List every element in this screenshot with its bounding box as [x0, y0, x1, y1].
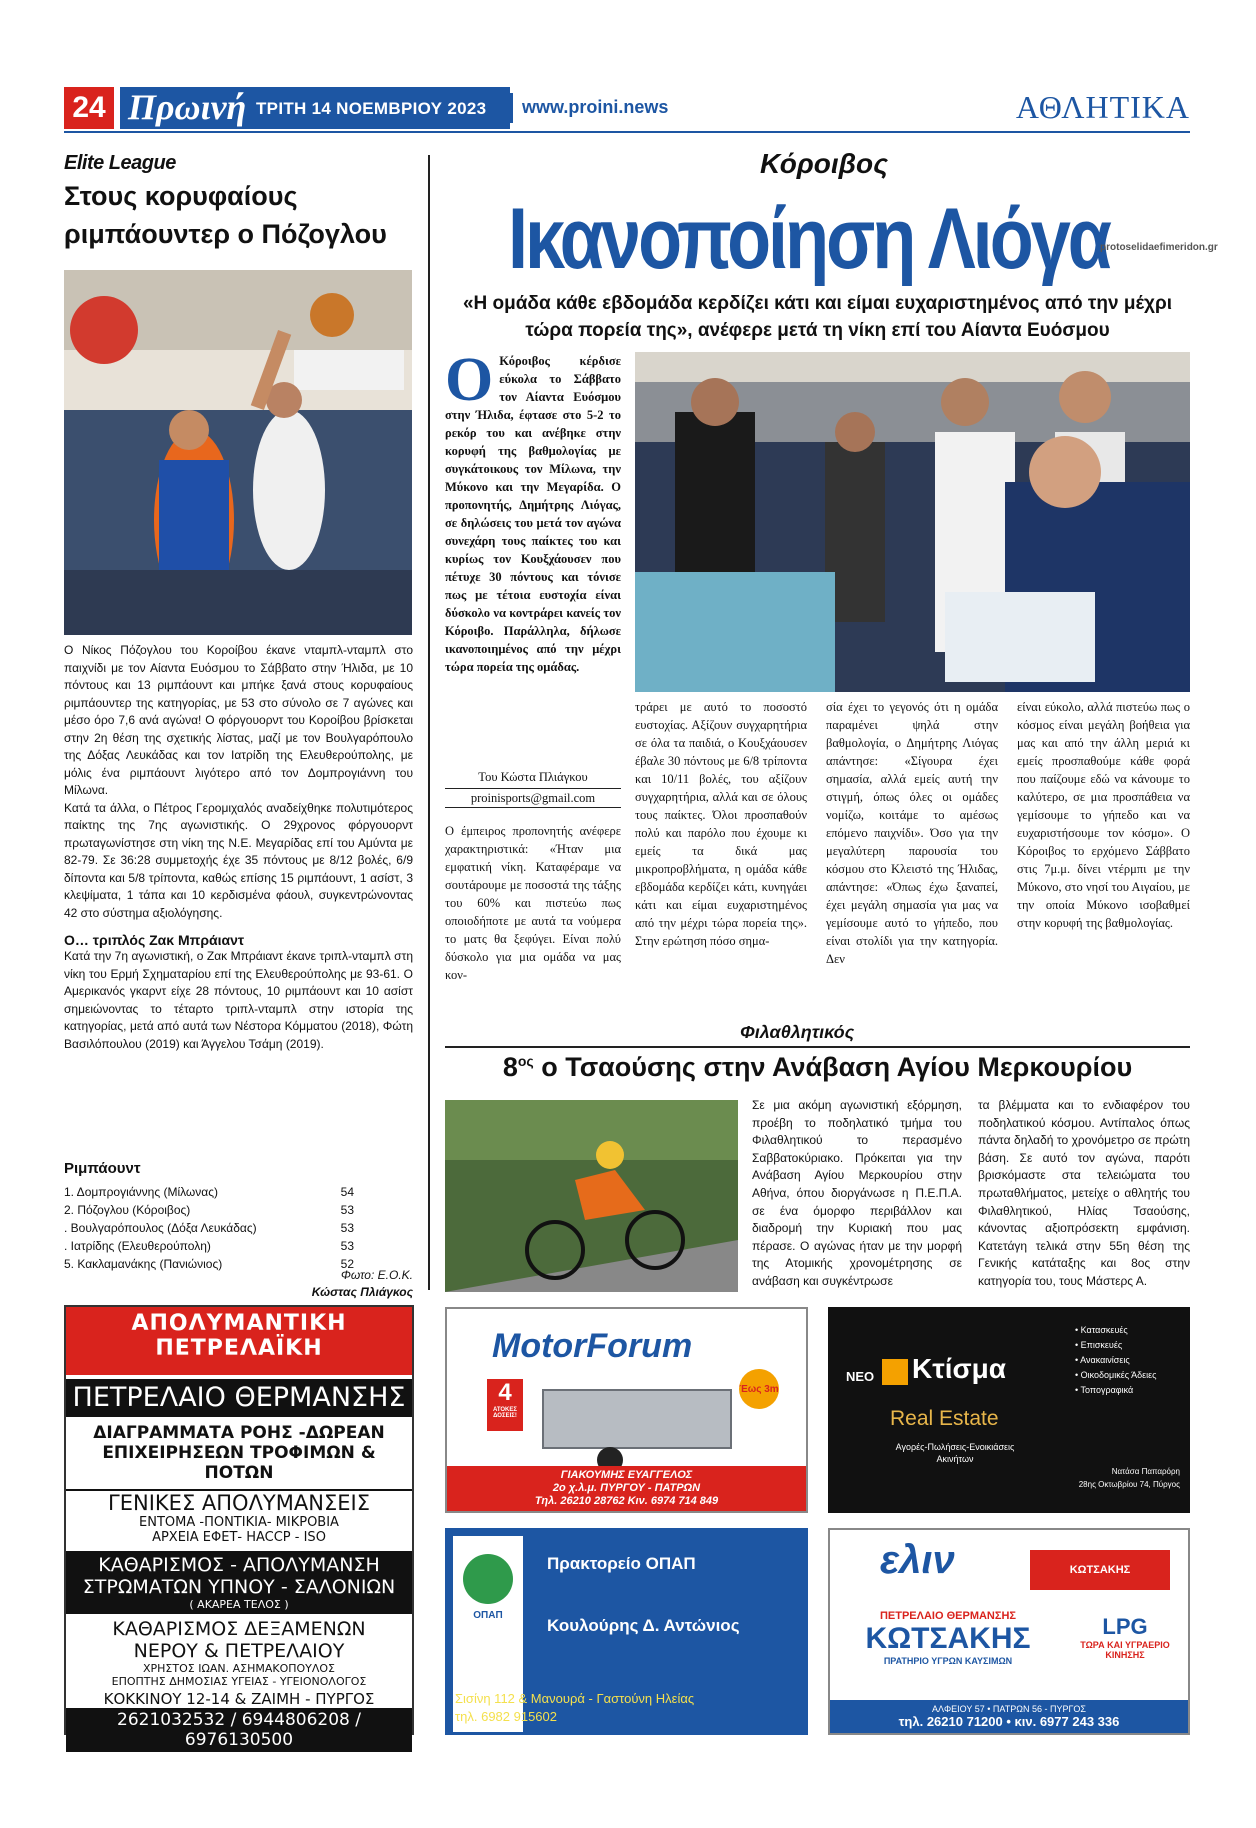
- lead-text: Κόροιβος κέρδισε εύκολα το Σάββατο τον Αίαντα Ευόσμου στην Ήλιδα, έφτασε στο 5-2 το ρεκόρ του και ανέβηκε στην κορυφή της βαθμολογίας με συγκάτοικους τον Μίλωνα, την Μύκονο και την Μεγαρίδα. Ο προπονητής, Δημήτρης Λιόγας, σε δηλώσεις του μετά τον αγώνα συνεχάρη τους παίκτες του και κυρίως τον Κουξχάουσεν που πέτυχε 30 πόντους και τόνισε πως με τέτοια ευστοχία είναι δύσκολο να κοντράρει κανείς τον Κόροιβο. Παράλληλα, δήλωσε ικανοποιημένος από την μέχρι τώρα πορεία της ομάδας.: [445, 354, 621, 674]
- rebound-ranking: [64, 1160, 354, 1273]
- ktisma-sub-2: Ακινήτων: [936, 1454, 974, 1464]
- left-kicker: Elite League: [64, 152, 176, 174]
- pest-ad-line-13: ΝΕΡΟΥ & ΠΕΤΡΕΛΑΙΟΥ: [133, 1640, 345, 1662]
- trailer-icon: [542, 1389, 732, 1449]
- pest-ad-line-14: ΧΡΗΣΤΟΣ ΙΩΑΝ. ΑΣΗΜΑΚΟΠΟΥΛΟΣ: [142, 1662, 336, 1675]
- motor-address: 2ο χ.λ.μ. ΠΥΡΓΟΥ - ΠΑΤΡΩΝ: [552, 1482, 701, 1494]
- pest-ad-line-10: ΣΤΡΩΜΑΤΩΝ ΥΠΝΟΥ - ΣΑΛΟΝΙΩΝ: [82, 1576, 396, 1598]
- coach-photo: [635, 352, 1190, 692]
- left-article: [64, 152, 414, 253]
- pest-control-ad[interactable]: [64, 1305, 414, 1750]
- left-paragraph-3: Κατά την 7η αγωνιστική, ο Ζακ Μπράιαντ έκανε τριπλ-νταμπλ στη νίκη του Ερμή Σχηματαρίου επί της Ελευθερούπολης με 93-61. Ο Αμερικανός γκαρντ είχε 28 πόντους, 10 ριμπάουντ και 10 ασίστ σημειώνοντας το τέταρτο τριπλ-νταμπλ στην ιστορία της κατηγορίας, μετά από αυτά των Νέστορα Κόμματου (2018), Φώτη Βασιλόπουλου (2019) και Άγγελου Τσάμη (2019).: [64, 949, 413, 1051]
- pest-ad-line-5: ΕΠΙΧΕΙΡΗΣΕΩΝ ΤΡΟΦΙΜΩΝ & ΠΟΤΩΝ: [102, 1443, 376, 1483]
- eliv-address: ΑΛΦΕΙΟΥ 57 • ΠΑΤΡΩΝ 56 - ΠΥΡΓΟΣ: [931, 1704, 1086, 1714]
- left-subhead: Ο… τριπλός Ζακ Μπράιαντ: [64, 932, 245, 948]
- page-header: [64, 87, 1190, 133]
- motorforum-ad[interactable]: [445, 1307, 808, 1513]
- opap-title: Πρακτορείο ΟΠΑΠ: [547, 1554, 696, 1573]
- lpg-sub: ΤΩΡΑ ΚΑΙ ΥΓΡΑΕΡΙΟ ΚΙΝΗΣΗΣ: [1080, 1640, 1170, 1660]
- ranking-row: [64, 1183, 354, 1201]
- pest-ad-line-17: 2621032532 / 6944806208 / 6976130500: [66, 1708, 412, 1752]
- photo-credit: Φωτο: Ε.Ο.Κ.: [340, 1268, 413, 1282]
- main-col-4: είναι εύκολο, αλλά πιστεύω πως ο κόσμος είναι μεγάλη βοήθεια για μας και από την άλλη μεριά κι εμείς προσπαθούμε κάθε φορά που παίζουμε εδώ να κάνουμε το καλύτερο, σε μια προσπάθεια να γεμίσουμε το γήπεδο και να ευχαριστήσουμε τον κόσμο». Ο Κόροιβος το ερχόμενο Σάββατο στις 7μ.μ. δίνει ντέρμπι με την Μύκονο, στο νησί του Αιγαίου, με την οποία Μύκονο ισοβαθμεί στην κορυφή της βαθμολογίας.: [1017, 700, 1190, 930]
- kotsakis-ad[interactable]: [828, 1528, 1190, 1735]
- header-rule: [64, 131, 1190, 133]
- main-col-1: Ο έμπειρος προπονητής ανέφερε χαρακτηριστικά: «Ήταν μια εμφατική νίκη. Καταφέραμε να σουτάρουμε με ποσοστά της τάξης του 60% και πιστεύω πως οποιοδήποτε με αυτά τα νούμερα το ματς θα ξεφύγει. Είναι πολύ δύσκολο για μια ομάδα να μας κον-: [445, 824, 621, 982]
- section-title: ΑΘΛΗΤΙΚΑ: [1015, 89, 1190, 125]
- ranking-value: 53: [340, 1203, 354, 1217]
- ranking-player: 1. Δομπρογιάννης (Μίλωνας): [64, 1185, 219, 1199]
- main-col-3: σία έχει το γεγονός ότι η ομάδα παραμένει ψηλά στην βαθμολογία, ο Δημήτρης Λιόγας απάντησε: «Σίγουρα έχει σημασία, αλλά εμείς αυτή την στιγμή, όπως όλες οι ομάδες νομίζω, κοιτάμε το αμέσως επόμενο παιχνίδι». Όσο για την μεγαλύτερη παρουσία του κόσμου στο Κλειστό της Ήλιδας, απάντησε: «Όπως έχω ξαναπεί, έχει μεγάλη σημασία για μας να γεμίσουμε αυτό το γήπεδο, που είναι στολίδι για την κατηγορία. Δεν: [826, 700, 998, 966]
- pest-ad-line-7: ΕΝΤΟΜΑ -ΠΟΝΤΙΚΙΑ- ΜΙΚΡΟΒΙΑ: [139, 1515, 339, 1530]
- ranking-player: 5. Κακλαμανάκης (Πανιώνιος): [64, 1257, 223, 1271]
- headline-text: ο Τσαούσης στην Ανάβαση Αγίου Μερκουρίου: [533, 1052, 1133, 1082]
- eliv-phone: τηλ. 26210 71200 • κιν. 6977 243 336: [898, 1714, 1120, 1729]
- column-divider: [428, 155, 430, 1290]
- left-body: [64, 642, 413, 1053]
- main-kicker: Κόροιβος: [760, 148, 889, 179]
- watermark: protoselidaefimeridon.gr: [1100, 242, 1218, 253]
- left-credits: [200, 1267, 413, 1301]
- truck-brand: ΚΩΤΣΑΚΗΣ: [1030, 1550, 1170, 1590]
- main-lead: [445, 346, 621, 676]
- pest-ad-line-12: ΚΑΘΑΡΙΣΜΟΣ ΔΕΞΑΜΕΝΩΝ: [112, 1618, 366, 1640]
- motor-brand: MotorForum: [492, 1327, 693, 1365]
- ranking-row: [64, 1201, 354, 1219]
- ktisma-service-5: • Τοπογραφικά: [1075, 1385, 1134, 1395]
- ranking-player: . Ιατρίδης (Ελευθερούπολη): [64, 1239, 211, 1253]
- ranking-value: 52: [340, 1257, 354, 1271]
- main-byline-block: [445, 768, 621, 808]
- pest-ad-line-15: ΕΠΟΠΤΗΣ ΔΗΜΟΣΙΑΣ ΥΓΕΙΑΣ - ΥΓΕΙΟΝΟΛΟΓΟΣ: [111, 1675, 367, 1688]
- pest-ad-line-16: ΚΟΚΚΙΝΟΥ 12-14 & ΖΑΙΜΗ - ΠΥΡΓΟΣ: [103, 1690, 375, 1708]
- opap-ad[interactable]: [445, 1528, 808, 1735]
- pest-ad-line-6: ΓΕΝΙΚΕΣ ΑΠΟΛΥΜΑΝΣΕΙΣ: [66, 1489, 412, 1515]
- left-paragraph-2: Κατά τα άλλα, ο Πέτρος Γερομιχαλός αναδείχθηκε πολυτιμότερος παίκτης της 7ης αγωνιστικής. Ο 29χρονος φόργουορντ πρωταγωνίστησε στη νίκη της Ν.Ε. Μεγαρίδας επί του Αμύντα με 82-79. Σε 36:28 συμμετοχής έχε 35 πόντους με 8/12 βολές, 6/9 δίποντα και 5/8 τρίποντα, καθώς επίσης 15 ριμπάουντ, 1 ασίστ, 3 κλεψίματα, 1 τάπα και 10 κερδισμένα φάουλ, συγκεντρώνοντας 42 στο σύστημα αξιολόγησης.: [64, 800, 413, 920]
- opap-logo: ΟΠΑΠ: [473, 1610, 503, 1621]
- eliv-logo: ελιν: [880, 1538, 955, 1582]
- eliv-sub: ΠΕΤΡΕΛΑΙΟ ΘΕΡΜΑΝΣΗΣ: [879, 1610, 1017, 1622]
- ktisma-logo-icon: [882, 1359, 908, 1385]
- second-col-1: Σε μια ακόμη αγωνιστική εξόρμηση, προέβη το ποδηλατικό τμήμα του Φιλαθλητικού το περασμένο Σαββατοκύριακο. Πρόκειται για την Ανάβαση Αγίου Μερκουρίου στην Αθήνα, όπου διοργάνωσε η Π.Ε.Π.Α. σε ένα όμορφο περιβάλλον και διαδρομή την Κυριακή που μας πέρασε. Ο αγώνας ήταν με την μορφή της Ατομικής χρονομέτρησης σε ανάβαση και συγκέντρωσε: [752, 1098, 962, 1288]
- motor-badge-text: ΑΤΟΚΕΣ ΔΟΣΕΙΣ!: [493, 1407, 517, 1419]
- ktisma-service-4: • Οικοδομικές Άδειες: [1075, 1370, 1157, 1380]
- motor-size-badge: Έως 3m: [739, 1369, 779, 1409]
- ranking-row: [64, 1219, 354, 1237]
- ranking-player: . Βουλγαρόπουλος (Δόξα Λευκάδας): [64, 1221, 257, 1235]
- headline-number: 8: [502, 1052, 518, 1082]
- left-paragraph-1: Ο Νίκος Πόζογλου του Κοροίβου έκανε νταμπλ-νταμπλ στο παιχνίδι με τον Αίαντα Ευόσμου το Σάββατο στην Ήλιδα, με 10 πόντους και 13 ριμπάουντ και μπήκε ξανά στους κορυφαίους ριμπάουντερ της κατηγορίας, με 53 στο σύνολο σε 7 αγώνες και μέσο όρο 7,6 ανά αγώνα! Ο φόργουορντ του Κοροίβου βρίσκεται στην 2η θέση της σχετικής λίστας, μαζί με τον Βουλγαρόπουλο της Δόξας Λευκάδας και τον Ιατρίδη της Ελευθερούπολης, με μόλις ένα ριμπάουντ λιγότερο από τον Δομπρογιάννη του Μίλωνα.: [64, 643, 413, 797]
- opap-address: Σισίνη 112 & Μανουρά - Γαστούνη Ηλείας: [455, 1691, 695, 1706]
- cyclist-photo: [445, 1100, 738, 1292]
- left-headline-1: Στους κορυφαίους: [64, 181, 298, 211]
- second-col-2: τα βλέμματα και το ενδιαφέρον του ποδηλατικού κόσμου. Αντίπαλος όπως πάντα δηλαδή το χρονόμετρο σε πρώτη βάση. Σε αυτό τον αγώνα, παρότι βρισκόμαστε στα τελειώματα του πρωταθλήματος, μετείχε ο αθλητής του Φιλαθλητικού, Ηλίας Τσαούσης, κάνοντας αξιοπρόσεκτη εμφάνιση. Κατετάγη τελικά στην 55η θέση της Γενικής κατάταξης και 8ος στην κατηγορία του, τους Μάστερς Α.: [978, 1098, 1190, 1288]
- ktisma-address: 28ης Οκτωβρίου 74, Πύργος: [1078, 1480, 1180, 1489]
- dropcap: Ο: [445, 346, 494, 414]
- author-email[interactable]: proinisports@gmail.com: [445, 788, 621, 808]
- main-headline: Ικανοποίηση Λιόγα: [508, 191, 1110, 288]
- pest-ad-line-9: ΚΑΘΑΡΙΣΜΟΣ - ΑΠΟΛΥΜΑΝΣΗ: [98, 1554, 380, 1576]
- eliv-sub-2: ΠΡΑΤΗΡΙΟ ΥΓΡΩΝ ΚΑΥΣΙΜΩΝ: [883, 1656, 1013, 1666]
- ranking-player: 2. Πόζογλου (Κόροιβος): [64, 1203, 191, 1217]
- motor-badge-num: 4: [498, 1379, 512, 1406]
- ranking-value: 53: [340, 1239, 354, 1253]
- ktisma-person: Νατάσα Παπαρόρη: [1111, 1467, 1180, 1476]
- pest-ad-line-11: ( ΑΚΑΡΕΑ ΤΕΛΟΣ ): [189, 1598, 289, 1611]
- page-number: 24: [64, 87, 114, 129]
- ranking-value: 53: [340, 1221, 354, 1235]
- ktisma-name: Κτίσμα: [912, 1353, 1006, 1384]
- pest-ad-line-2: ΠΕΤΡΕΛΑΪΚΗ: [155, 1336, 323, 1361]
- opap-phone: τηλ. 6982 915602: [455, 1709, 558, 1724]
- lpg-label: LPG: [1102, 1614, 1148, 1639]
- pest-ad-line-8: ΑΡΧΕΙΑ ΕΦΕΤ- HACCP - ISO: [152, 1530, 326, 1545]
- pest-ad-line-1: ΑΠΟΛΥΜΑΝΤΙΚΗ: [131, 1311, 347, 1336]
- second-kicker: Φιλαθλητικός: [740, 1022, 855, 1042]
- masthead: [120, 87, 510, 129]
- ranking-list: [64, 1183, 354, 1273]
- second-headline: [445, 1052, 1190, 1083]
- website-link[interactable]: www.proini.news: [522, 97, 669, 117]
- header-divider: [510, 93, 513, 123]
- newspaper-logo: Πρωινή: [128, 87, 247, 127]
- left-author: Κώστας Πλιάγκος: [311, 1285, 413, 1299]
- ranking-row: [64, 1237, 354, 1255]
- opap-logo-icon: [463, 1554, 513, 1604]
- opap-owner: Κουλούρης Δ. Αντώνιος: [547, 1616, 740, 1635]
- main-col-2: τράρει με αυτό το ποσοστό ευστοχίας. Αξίζουν συγχαρητήρια σε όλα τα παιδιά, ο Κουξχάουσεν έβαλε 30 πόντους με 6/8 τρίποντα και 10/11 βολές, του αξίζουν συγχαρητήρια, αλλά και σε όλους τους παίκτες. Όλοι προσπαθούν πολύ και παρόλο που έχουμε κι εμείς τα δικά μας μικροπροβλήματα, η ομάδα κάθε εβδομάδα κερδίζει κάτι, κυνηγάει κάτι και είμαι ευχαριστημένος από την μέχρι τώρα πορεία της». Στην ερώτηση πόσο σημα-: [635, 700, 807, 948]
- eliv-brand: ΚΩΤΣΑΚΗΣ: [865, 1622, 1031, 1655]
- second-rule: [445, 1046, 1190, 1048]
- issue-date: ΤΡΙΤΗ 14 ΝΟΕΜΒΡΙΟΥ 2023: [256, 99, 487, 118]
- pest-ad-line-3: ΠΕΤΡΕΛΑΙΟ ΘΕΡΜΑΝΣΗΣ: [66, 1379, 412, 1417]
- left-headline-2: ριμπάουντερ ο Πόζογλου: [64, 219, 387, 249]
- basketball-photo: [64, 270, 412, 635]
- ktisma-neo: ΝΕΟ: [846, 1369, 875, 1384]
- ktisma-sub-1: Αγορές-Πωλήσεις-Ενοικιάσεις: [895, 1442, 1015, 1452]
- ktisma-service-3: • Ανακαινίσεις: [1075, 1355, 1130, 1365]
- ktisma-service-1: • Κατασκευές: [1075, 1325, 1128, 1335]
- ktisma-real-estate: Real Estate: [890, 1407, 999, 1430]
- byline: Του Κώστα Πλιάγκου: [478, 770, 588, 784]
- main-deck: «Η ομάδα κάθε εβδομάδα κερδίζει κάτι και είμαι ευχαριστημένος από την μέχρι τώρα πορεία της», ανέφερε μετά τη νίκη επί του Αίαντα Ευόσμου: [462, 293, 1173, 341]
- motor-owner: ΓΙΑΚΟΥΜΗΣ ΕΥΑΓΓΕΛΟΣ: [560, 1469, 693, 1481]
- headline-ordinal: ος: [517, 1053, 534, 1069]
- ranking-title: Ριμπάουντ: [64, 1160, 141, 1177]
- pest-ad-line-4: ΔΙΑΓΡΑΜΜΑΤΑ ΡΟΗΣ -ΔΩΡΕΑΝ: [93, 1423, 385, 1443]
- ranking-value: 54: [340, 1185, 354, 1199]
- ktisma-service-2: • Επισκευές: [1075, 1340, 1123, 1350]
- motor-phone: Τηλ. 26210 28762 Κιν. 6974 714 849: [534, 1495, 719, 1507]
- ktisma-ad[interactable]: [828, 1307, 1190, 1513]
